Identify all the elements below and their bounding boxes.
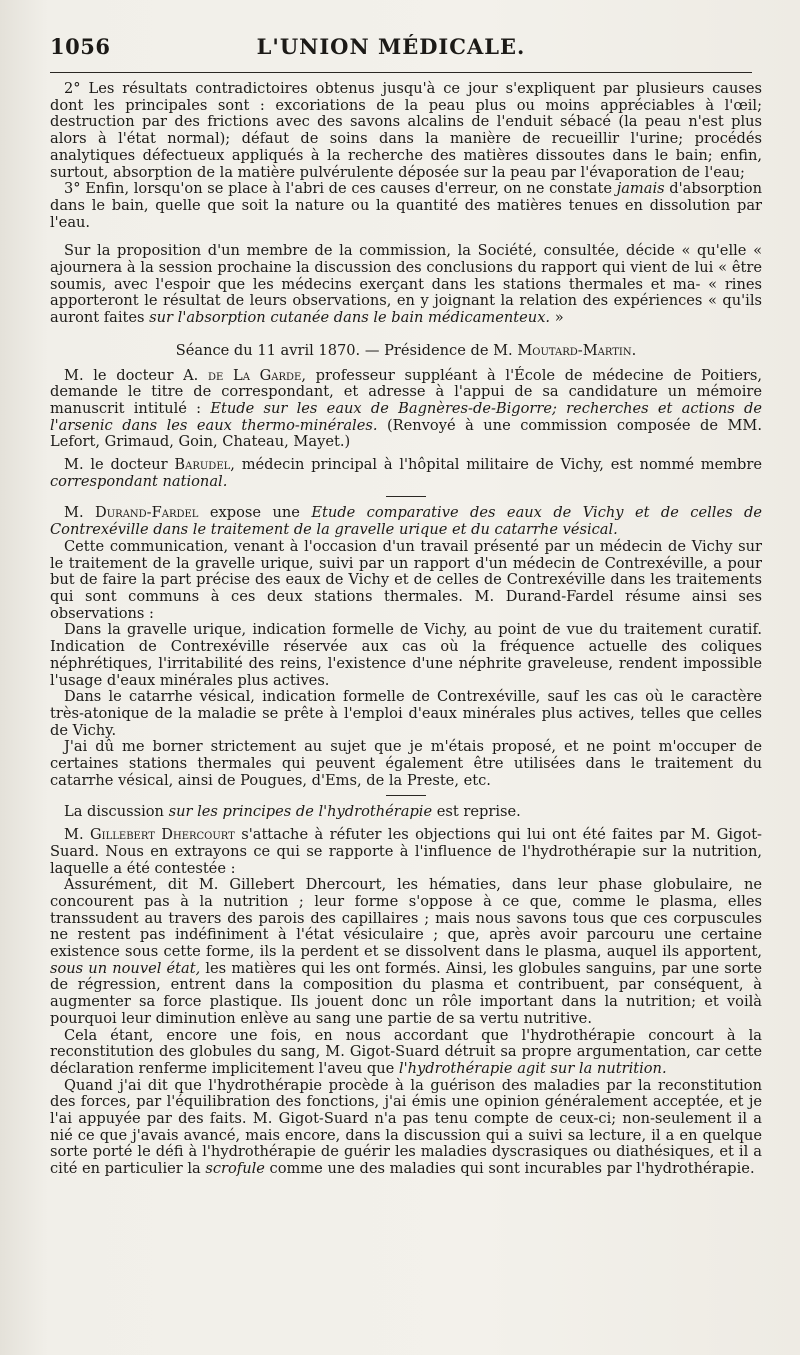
paragraph-discussion-reprise: La discussion sur les principes de l'hydrothérapie est reprise.: [64, 803, 521, 821]
paragraph-cela-etant: Cela étant, encore une fois, en nous accordant que l'hydrothérapie concourt à la reconstitution des globules du sang, M. Gigot-Suard détruit sa propre argumentation, car cette déclaration renferme implicitement l'aveu que l'hydrothérapie agit sur la nutrition.: [50, 1026, 762, 1077]
session-heading: Séance du 11 avril 1870. — Présidence de M. Moutard-Martin.: [175, 341, 637, 359]
paragraph-gravelle: Dans la gravelle urique, indication formelle de Vichy, au point de vue du traitement curatif. Indication de Contrexéville réservée aux cas où la fréquence actuelle des coliques néphrétiques, l'irritabilité des reins, l'existence d'une néphrite graveleuse, rendent impossible l'usage d'eaux minérales plus actives.: [50, 621, 762, 689]
section-separator: [386, 795, 426, 796]
paragraph-conclusion-2: 2° Les résultats contradictoires obtenus jusqu'à ce jour s'expliquent par plusieurs causes dont les principales sont : excoriations de la peau plus ou moins appréciables à l'œil; destruction par des frictions avec des savons alcalins de l'enduit sébacé (la peau n'est plus alors à l'état normal); défaut de soins dans la manière de recueillir l'urine; procédés analytiques défectueux appliqués à la recherche des matières dissoutes dans le bain; enfin, surtout, absorption de la matière pulvérulente déposée sur la peau par l'évaporation de l'eau;: [50, 80, 762, 181]
paragraph-durand-fardel: M. Durand-Fardel expose une Etude comparative des eaux de Vichy et de celles de Contrexéville dans le traitement de la gravelle urique et du catarrhe vésical.: [50, 504, 762, 539]
header-rule: [50, 72, 752, 73]
paragraph-society-decision: Sur la proposition d'un membre de la commission, la Société, consultée, décide « qu'elle « ajournera à la session prochaine la discussion des conclusions du rapport qui vient de lui « être soumis, avec l'espoir que les médecins exerçant dans les stations thermales et ma- « rines apporteront le résultat de leurs observations, en y joignant la relation des expériences « qu'ils auront faites sur l'absorption cutanée dans le bain médicamenteux. »: [50, 242, 762, 327]
paragraph-de-la-garde: M. le docteur A. de La Garde, professeur suppléant à l'École de médecine de Poitiers, demande le titre de correspondant, et adresse à l'appui de sa candidature un mémoire manuscrit intitulé : Etude sur les eaux de Bagnères-de-Bigorre; recherches et actions de l'arsenic dans les eaux thermo-minérales. (Renvoyé à une commission composée de MM. Lefort, Grimaud, Goin, Chateau, Mayet.): [50, 366, 762, 451]
journal-title: L'UNION MÉDICALE.: [256, 34, 526, 59]
paragraph-communication: Cette communication, venant à l'occasion d'un travail présenté par un médecin de Vichy sur le traitement de la gravelle urique, suivi par un rapport d'un médecin de Contrexéville, a pour but de faire la part précise des eaux de Vichy et de celles de Contrexéville dans les traitements qui sont communs à ces deux stations thermales. M. Durand-Fardel résume ainsi ses observations :: [50, 537, 762, 622]
paragraph-reconstitution: Quand j'ai dit que l'hydrothérapie procède à la guérison des maladies par la reconstitution des forces, par l'équilibration des fonctions, j'ai émis une opinion généralement acceptée, et je l'ai appuyée par des faits. M. Gigot-Suard n'a pas tenu compte de ceux-ci; non-seulement il a nié ce que j'avais avancé, mais encore, dans la discussion qui a suivi sa lecture, il a en quelque sorte porté le défi à l'hydrothérapie de guérir les maladies dyscrasiques ou diathésiques, et il a cité en particulier la scrofule comme une des maladies qui sont incurables par l'hydrothérapie.: [50, 1076, 762, 1178]
article-body: [50, 81, 762, 1178]
section-separator: [386, 496, 426, 497]
page-number: 1056: [50, 34, 111, 59]
paragraph-barudel: M. le docteur Barudel, médecin principal à l'hôpital militaire de Vichy, est nommé membre correspondant national.: [50, 456, 763, 490]
paragraph-catarrhe: Dans le catarrhe vésical, indication formelle de Contrexéville, sauf les cas où le caractère très-atonique de la maladie se prête à l'emploi d'eaux minérales plus actives, telles que celles de Vichy.: [50, 688, 762, 739]
paragraph-hematies: Assurément, dit M. Gillebert Dhercourt, les hématies, dans leur phase globulaire, ne concourent pas à la nutrition ; leur forme s'oppose à ce que, comme le plasma, elles transsudent au travers des parois des capillaires ; mais nous savons tous que ces corpuscules ne restent pas indéfiniment à l'état vésiculaire ; que, après avoir parcouru une certaine existence sous cette forme, ils la perdent et se dissolvent dans le plasma, auquel ils apportent, sous un nouvel état, les matières qui les ont formés. Ainsi, les globules sanguins, par une sorte de régression, entrent dans la composition du plasma et contribuent, par conséquent, à augmenter sa force plastique. Ils jouent donc un rôle important dans la nutrition; et voilà pourquoi leur diminution enlève au sang une partie de sa vertu nutritive.: [50, 876, 762, 1027]
running-head: [50, 34, 762, 70]
paragraph-gillebert: M. Gillebert Dhercourt s'attache à réfuter les objections qui lui ont été faites par M. Gigot-Suard. Nous en extrayons ce qui se rapporte à l'influence de l'hydrothérapie sur la nutrition, laquelle a été contestée :: [50, 826, 762, 877]
spacer: [50, 327, 762, 339]
paragraph-stations: J'ai dû me borner strictement au sujet que je m'étais proposé, et ne point m'occuper de certaines stations thermales qui peuvent également être utilisées dans le traitement du catarrhe vésical, ainsi de Pougues, d'Ems, de la Preste, etc.: [50, 738, 762, 789]
paragraph-conclusion-3: 3° Enfin, lorsqu'on se place à l'abri de ces causes d'erreur, on ne constate jamais d'absorption dans le bain, quelle que soit la nature ou la quantité des matières tenues en dissolution par l'eau.: [50, 180, 762, 231]
